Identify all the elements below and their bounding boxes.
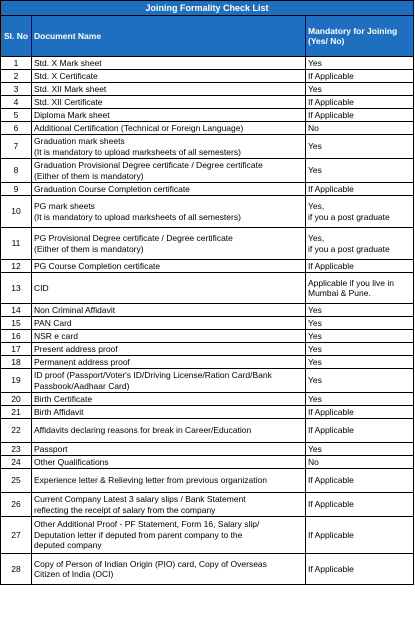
mandatory-line: No: [308, 122, 319, 133]
document-name-line: ID proof (Passport/Voter's ID/Driving License/Ration Card/Bank: [34, 370, 272, 380]
cell-document-name: [32, 456, 306, 469]
table-row: [1, 159, 414, 183]
document-name-line: (It is mandatory to upload marksheets of all semesters): [34, 211, 241, 222]
cell-document-name: [32, 96, 306, 109]
cell-mandatory: [306, 96, 414, 109]
header-mandatory: [306, 16, 414, 57]
mandatory-line: Yes: [308, 375, 322, 386]
mandatory-line: Yes: [308, 330, 322, 341]
cell-sl-no: 17: [1, 343, 32, 356]
mandatory-line: If Applicable: [308, 475, 354, 486]
cell-mandatory: [306, 393, 414, 406]
cell-document-name: [32, 330, 306, 343]
mandatory-line: If Applicable: [308, 183, 354, 194]
cell-sl-no: 4: [1, 96, 32, 109]
mandatory-line: Yes: [308, 304, 322, 315]
cell-mandatory: [306, 493, 414, 517]
cell-mandatory: [306, 356, 414, 369]
cell-document-name: [32, 273, 306, 304]
document-name-line: Other Qualifications: [34, 456, 109, 467]
table-row: [1, 109, 414, 122]
document-name-line: Graduation mark sheets: [34, 136, 125, 146]
mandatory-line: Yes: [308, 356, 322, 367]
cell-sl-no: 23: [1, 443, 32, 456]
mandatory-line: If Applicable: [308, 529, 354, 540]
table-row: [1, 304, 414, 317]
table-row: [1, 83, 414, 96]
cell-mandatory: [306, 317, 414, 330]
cell-mandatory: [306, 343, 414, 356]
cell-document-name: [32, 70, 306, 83]
cell-mandatory: [306, 554, 414, 585]
cell-sl-no: 11: [1, 228, 32, 260]
table-row: [1, 196, 414, 228]
document-name-line: Experience letter & Relieving letter from previous organization: [34, 475, 267, 486]
document-name-line: Passport: [34, 443, 68, 454]
cell-sl-no: 19: [1, 369, 32, 393]
cell-sl-no: 27: [1, 517, 32, 554]
document-name-line: CID: [34, 282, 49, 293]
cell-document-name: [32, 109, 306, 122]
document-name-line: Deputation letter if deputed from parent company to the: [34, 529, 243, 540]
cell-document-name: [32, 304, 306, 317]
document-name-line: Graduation Course Completion certificate: [34, 183, 190, 194]
mandatory-line: If Applicable: [308, 406, 354, 417]
header-document-name: Document Name: [32, 16, 306, 57]
cell-mandatory: [306, 517, 414, 554]
cell-document-name: [32, 356, 306, 369]
document-name-line: Std. X Mark sheet: [34, 57, 102, 68]
mandatory-line: if you a post graduate: [308, 211, 390, 222]
cell-sl-no: 14: [1, 304, 32, 317]
document-name-line: PG Course Completion certificate: [34, 260, 161, 271]
document-name-line: deputed company: [34, 540, 102, 551]
document-name-line: PAN Card: [34, 317, 72, 328]
cell-mandatory: [306, 304, 414, 317]
cell-document-name: [32, 183, 306, 196]
header-row: [1, 16, 414, 57]
document-name-line: Birth Certificate: [34, 393, 93, 404]
cell-document-name: [32, 159, 306, 183]
mandatory-line: If Applicable: [308, 260, 354, 271]
document-name-line: Permanent address proof: [34, 356, 130, 367]
cell-sl-no: 3: [1, 83, 32, 96]
cell-mandatory: [306, 183, 414, 196]
cell-mandatory: [306, 228, 414, 260]
cell-sl-no: 24: [1, 456, 32, 469]
cell-mandatory: [306, 122, 414, 135]
mandatory-line: Yes: [308, 57, 322, 68]
cell-sl-no: 2: [1, 70, 32, 83]
header-mandatory-line2: (Yes/ No): [308, 36, 345, 46]
cell-mandatory: [306, 57, 414, 70]
mandatory-line: Yes: [308, 317, 322, 328]
cell-mandatory: [306, 70, 414, 83]
document-name-line: PG Provisional Degree certificate / Degree certificate: [34, 233, 233, 243]
document-name-line: reflecting the receipt of salary from the company: [34, 504, 216, 515]
cell-document-name: [32, 369, 306, 393]
table-row: [1, 517, 414, 554]
cell-document-name: [32, 493, 306, 517]
cell-sl-no: 9: [1, 183, 32, 196]
table-row: [1, 369, 414, 393]
table-row: [1, 469, 414, 493]
cell-sl-no: 5: [1, 109, 32, 122]
document-name-line: Additional Certification (Technical or Foreign Language): [34, 122, 244, 133]
table-row: [1, 183, 414, 196]
mandatory-line: Yes,: [308, 201, 325, 211]
cell-mandatory: [306, 260, 414, 273]
mandatory-line: if you a post graduate: [308, 243, 390, 254]
cell-sl-no: 12: [1, 260, 32, 273]
table-row: [1, 122, 414, 135]
cell-document-name: [32, 554, 306, 585]
cell-document-name: [32, 393, 306, 406]
cell-document-name: [32, 443, 306, 456]
document-name-line: (Either of them is mandatory): [34, 243, 144, 254]
title-row: [1, 1, 414, 16]
document-name-line: Diploma Mark sheet: [34, 109, 110, 120]
cell-sl-no: 16: [1, 330, 32, 343]
cell-sl-no: 1: [1, 57, 32, 70]
cell-sl-no: 25: [1, 469, 32, 493]
cell-document-name: [32, 317, 306, 330]
document-name-line: (It is mandatory to upload marksheets of all semesters): [34, 146, 241, 157]
document-name-line: NSR e card: [34, 330, 78, 341]
cell-sl-no: 26: [1, 493, 32, 517]
mandatory-line: If Applicable: [308, 70, 354, 81]
cell-sl-no: 7: [1, 135, 32, 159]
table-body: [1, 57, 414, 585]
table-row: [1, 554, 414, 585]
document-name-line: Current Company Latest 3 salary slips / Bank Statement: [34, 494, 246, 504]
mandatory-line: If Applicable: [308, 563, 354, 574]
cell-mandatory: [306, 109, 414, 122]
cell-document-name: [32, 260, 306, 273]
cell-sl-no: 18: [1, 356, 32, 369]
mandatory-line: Yes: [308, 393, 322, 404]
table-row: [1, 456, 414, 469]
mandatory-line: If Applicable: [308, 425, 354, 436]
mandatory-line: Yes: [308, 165, 322, 176]
cell-mandatory: [306, 135, 414, 159]
cell-document-name: [32, 196, 306, 228]
document-name-line: PG mark sheets: [34, 201, 95, 211]
cell-mandatory: [306, 369, 414, 393]
cell-sl-no: 10: [1, 196, 32, 228]
table-row: [1, 273, 414, 304]
mandatory-line: Yes: [308, 83, 322, 94]
table-row: [1, 356, 414, 369]
table-row: [1, 317, 414, 330]
cell-document-name: [32, 83, 306, 96]
cell-mandatory: [306, 443, 414, 456]
cell-document-name: [32, 135, 306, 159]
cell-mandatory: [306, 273, 414, 304]
mandatory-line: If Applicable: [308, 499, 354, 510]
cell-mandatory: [306, 406, 414, 419]
cell-document-name: [32, 228, 306, 260]
table-row: [1, 443, 414, 456]
cell-mandatory: [306, 419, 414, 443]
table-row: [1, 330, 414, 343]
cell-document-name: [32, 343, 306, 356]
table-row: [1, 70, 414, 83]
cell-mandatory: [306, 83, 414, 96]
cell-sl-no: 6: [1, 122, 32, 135]
document-name-line: Std. XII Certificate: [34, 96, 103, 107]
mandatory-line: Yes,: [308, 233, 325, 243]
document-name-line: Graduation Provisional Degree certificate / Degree certificate: [34, 160, 263, 170]
cell-document-name: [32, 517, 306, 554]
table-row: [1, 343, 414, 356]
table-title: Joining Formality Check List: [1, 1, 414, 16]
cell-mandatory: [306, 330, 414, 343]
cell-sl-no: 15: [1, 317, 32, 330]
cell-document-name: [32, 419, 306, 443]
header-sl-no: Sl. No: [1, 16, 32, 57]
document-name-line: Passbook/Aadhaar Card): [34, 380, 130, 391]
mandatory-line: If Applicable: [308, 96, 354, 107]
table-row: [1, 96, 414, 109]
document-name-line: Citizen of India (OCI): [34, 569, 114, 579]
mandatory-line: Mumbai & Pune.: [308, 288, 371, 298]
document-name-line: Copy of Person of Indian Origin (PIO) card, Copy of Overseas: [34, 558, 267, 569]
mandatory-line: Yes: [308, 141, 322, 152]
table-row: [1, 228, 414, 260]
table-row: [1, 57, 414, 70]
cell-sl-no: 20: [1, 393, 32, 406]
table-row: [1, 419, 414, 443]
cell-mandatory: [306, 159, 414, 183]
cell-sl-no: 21: [1, 406, 32, 419]
cell-sl-no: 13: [1, 273, 32, 304]
cell-document-name: [32, 57, 306, 70]
document-name-line: Non Criminal Affidavit: [34, 304, 116, 315]
document-name-line: (Either of them is mandatory): [34, 170, 144, 181]
cell-document-name: [32, 122, 306, 135]
table-row: [1, 260, 414, 273]
document-name-line: Std. X Certificate: [34, 70, 98, 81]
cell-document-name: [32, 406, 306, 419]
table-row: [1, 135, 414, 159]
mandatory-line: Yes: [308, 443, 322, 454]
mandatory-line: Applicable if you live in: [308, 277, 394, 288]
document-name-line: Std. XII Mark sheet: [34, 83, 107, 94]
cell-sl-no: 8: [1, 159, 32, 183]
cell-mandatory: [306, 196, 414, 228]
document-name-line: Birth Affidavit: [34, 406, 84, 417]
table-row: [1, 406, 414, 419]
document-name-line: Other Additional Proof - PF Statement, Form 16, Salary slip/: [34, 519, 260, 530]
cell-mandatory: [306, 456, 414, 469]
cell-sl-no: 22: [1, 419, 32, 443]
cell-document-name: [32, 469, 306, 493]
mandatory-line: If Applicable: [308, 109, 354, 120]
mandatory-line: Yes: [308, 343, 322, 354]
cell-mandatory: [306, 469, 414, 493]
document-name-line: Affidavits declaring reasons for break in Career/Education: [34, 425, 252, 436]
document-name-line: Present address proof: [34, 343, 118, 354]
table-row: [1, 493, 414, 517]
header-mandatory-line1: Mandatory for Joining: [308, 25, 398, 36]
cell-sl-no: 28: [1, 554, 32, 585]
mandatory-line: No: [308, 456, 319, 467]
table-row: [1, 393, 414, 406]
